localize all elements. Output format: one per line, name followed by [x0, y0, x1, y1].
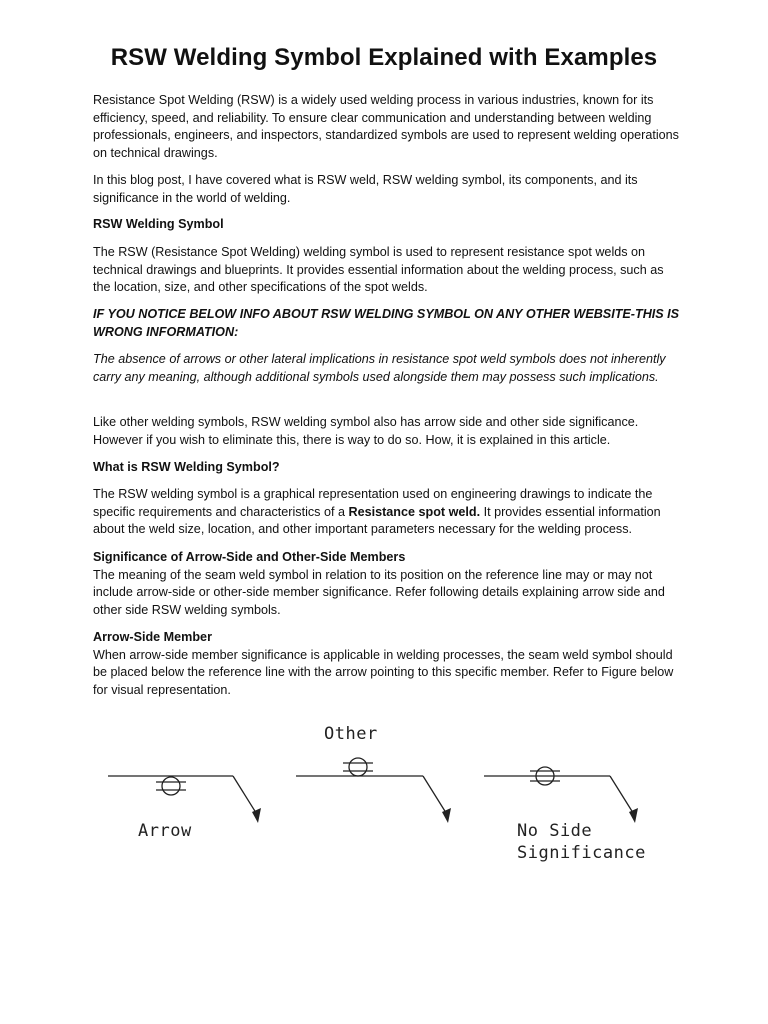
welding-symbol-figure [100, 730, 680, 890]
warning-text: IF YOU NOTICE BELOW INFO ABOUT RSW WELDING SYMBOL ON ANY OTHER WEBSITE-THIS IS WRONG INFORMATION: [93, 307, 680, 339]
what-is-text-a: The RSW welding symbol is a graphical representation used on engineering drawings to indicate the specific requirements and characteristics of a [93, 487, 653, 519]
other-side-symbol [296, 758, 451, 823]
label-significance: Significance [517, 843, 646, 863]
arrowhead [629, 808, 638, 823]
heading-arrow-side-member: Arrow-Side Member [93, 630, 212, 644]
overview-paragraph: In this blog post, I have covered what is RSW weld, RSW welding symbol, its components, and its significance in the world of welding. [93, 173, 638, 205]
italic-note: The absence of arrows or other lateral implications in resistance spot weld symbols does not inherently carry any meaning, although additional symbols used alongside them may possess such implications. [93, 352, 666, 384]
arrowhead [252, 808, 261, 823]
arrow-side-member-paragraph: When arrow-side member significance is applicable in welding processes, the seam weld symbol should be placed below the reference line with the arrow pointing to this specific member. Refer to Figure below for visual representation. [93, 647, 674, 697]
resistance-spot-weld-term: Resistance spot weld. [348, 504, 481, 519]
what-is-text-b: It provides essential information about the weld size, location, and other important parameters necessary for the welding process. [93, 504, 661, 537]
arrow-leader [610, 776, 635, 816]
arrow-leader [233, 776, 258, 816]
spot-weld-circle [162, 777, 180, 795]
arrowhead [442, 808, 451, 823]
label-other: Other [324, 724, 378, 744]
arrow-leader [423, 776, 448, 816]
rsw-symbol-paragraph: The RSW (Resistance Spot Welding) welding symbol is used to represent resistance spot welds on technical drawings and blueprints. It provides essential information about the welding process, such as the location, size, and other specifications of the spot welds. [93, 245, 664, 295]
heading-significance: Significance of Arrow-Side and Other-Side Members [93, 550, 406, 564]
arrow-side-symbol [108, 776, 261, 823]
significance-section [93, 549, 683, 619]
label-arrow: Arrow [138, 821, 192, 841]
spot-weld-circle [349, 758, 367, 776]
intro-paragraph: Resistance Spot Welding (RSW) is a widely used welding process in various industries, known for its efficiency, speed, and reliability. To ensure clear communication and understanding between welding professionals, engineers, and inspectors, standardized symbols are used to represent welding operations on technical drawings. [93, 93, 679, 160]
heading-what-is-rsw: What is RSW Welding Symbol? [93, 460, 280, 474]
label-no-side: No Side [517, 821, 593, 841]
arrow-side-paragraph: Like other welding symbols, RSW welding symbol also has arrow side and other side significance. However if you wish to eliminate this, there is way to do so. How, it is explained in this article. [93, 415, 639, 447]
page-title: RSW Welding Symbol Explained with Examples [110, 44, 658, 71]
significance-paragraph: The meaning of the seam weld symbol in relation to its position on the reference line may or may not include arrow-side or other-side member significance. Refer following details explaining arrow side and other side RSW welding symbols. [93, 567, 665, 617]
no-side-significance-symbol [484, 767, 638, 823]
heading-rsw-welding-symbol: RSW Welding Symbol [93, 217, 224, 231]
what-is-paragraph [93, 486, 683, 539]
arrow-side-member-section [93, 629, 683, 699]
